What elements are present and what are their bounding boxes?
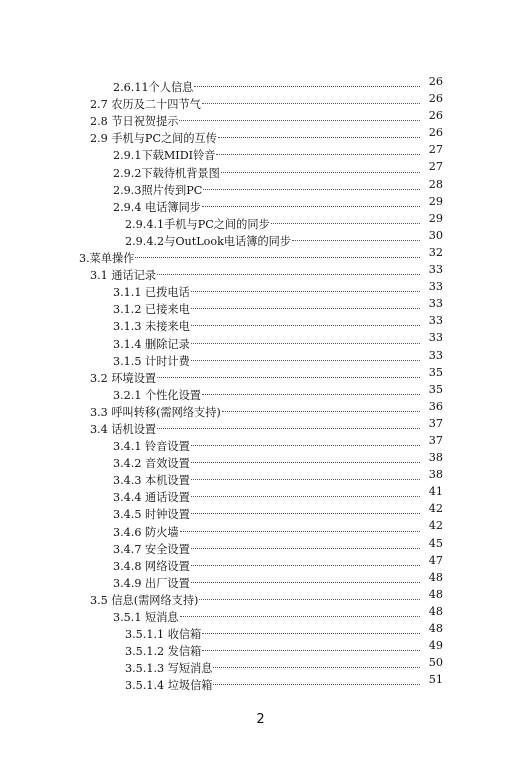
toc-entry-page: 37 [420,432,443,449]
toc-entry-page: 36 [420,398,443,415]
toc-entry-page: 33 [420,278,443,295]
toc-entry-page: 26 [420,90,443,107]
dot-leader [191,531,420,549]
toc-entry-title: 3.1.3 未接来电 [113,320,190,334]
toc-entry-title: 3.4.1 铃音设置 [113,440,190,454]
toc-entry-page: 51 [420,671,443,688]
toc-entry-title: 3.1 通话记录 [90,269,157,283]
dot-leader [218,120,420,138]
table-of-contents [0,73,521,693]
toc-entry-page: 35 [420,381,443,398]
toc-entry-page: 26 [420,73,443,90]
toc-entry-page: 49 [420,637,443,654]
toc-entry-title: 3.2 环境设置 [90,371,157,385]
dot-leader [191,325,420,343]
toc-entry-title: 3.1.4 删除记录 [113,337,190,351]
dot-leader [213,650,420,668]
toc-entry[interactable] [0,193,521,214]
toc-entry-title: 2.9 手机与PC之间的互传 [90,132,217,146]
dot-leader [292,223,420,241]
dot-leader [135,240,420,258]
toc-entry-page: 33 [420,295,443,312]
dot-leader [191,445,420,463]
dot-leader [199,582,420,600]
toc-entry-page: 26 [420,124,443,141]
dot-leader [222,394,420,412]
toc-entry-title: 3.菜单操作 [79,252,135,266]
dot-leader [191,428,420,446]
toc-entry-page: 33 [420,261,443,278]
toc-entry-title: 3.4.6 防火墙 [113,525,179,539]
toc-entry-title: 3.5.1 短消息 [113,611,179,624]
toc-entry-title: 3.4.9 出厂设置 [113,576,190,590]
toc-entry-title: 3.1.5 计时计费 [113,354,190,368]
toc-entry-page: 30 [420,227,443,244]
toc-entry[interactable] [0,210,521,231]
toc-entry-title: 3.5.1.1 收信箱 [125,628,202,642]
dot-leader [213,667,420,685]
dot-leader [179,103,420,121]
dot-leader [191,548,420,566]
toc-entry-page: 48 [420,603,443,620]
dot-leader [271,206,420,224]
dot-leader [202,633,420,651]
dot-leader [203,172,420,190]
toc-entry-title: 2.9.4.1手机与PC之间的同步 [125,217,270,231]
toc-entry-page: 50 [420,654,443,671]
toc-entry-title: 2.6.11个人信息 [113,81,194,95]
toc-entry-title: 2.8 节日祝贺提示 [90,115,179,129]
toc-entry-page: 38 [420,449,443,466]
dot-leader [157,360,420,378]
toc-entry-title: 3.5.1.2 发信箱 [125,645,202,659]
dot-leader [157,257,420,275]
toc-entry-page: 29 [420,193,443,210]
toc-entry-title: 3.4.3 本机设置 [113,474,190,488]
dot-leader [202,86,420,104]
toc-entry-title: 3.4.5 时钟设置 [113,508,190,522]
toc-entry-title: 2.9.2下载待机背景图 [113,166,220,180]
dot-leader [157,411,420,429]
toc-entry-page: 32 [420,244,443,261]
dot-leader [202,377,420,395]
toc-entry-page: 45 [420,535,443,552]
dot-leader [180,599,420,617]
dot-leader [221,154,420,172]
toc-entry-title: 2.9.1下载MIDI铃音 [113,149,216,163]
toc-entry-title: 3.1.1 已拨电话 [113,286,190,300]
toc-entry-page: 33 [420,312,443,329]
dot-leader [191,496,420,514]
toc-entry-page: 33 [420,347,443,364]
dot-leader [191,274,420,292]
toc-entry-title: 3.3 呼叫转移(需网络支持) [90,405,221,419]
toc-entry-page: 26 [420,107,443,124]
toc-entry-page: 27 [420,141,443,158]
toc-entry-title: 3.1.2 已接来电 [113,303,190,317]
toc-entry-page: 28 [420,176,443,193]
dot-leader [191,479,420,497]
dot-leader [216,137,420,155]
toc-entry-page: 47 [420,552,443,569]
page-number: 2 [256,712,265,727]
toc-entry-title: 3.4.8 网络设置 [113,559,190,573]
toc-entry-page: 48 [420,586,443,603]
toc-entry-page: 41 [420,483,443,500]
dot-leader [180,513,420,531]
dot-leader [191,291,420,309]
dot-leader [202,616,420,634]
toc-entry-page: 42 [420,517,443,534]
toc-entry-page: 38 [420,466,443,483]
dot-leader [191,462,420,480]
dot-leader [191,343,420,361]
toc-entry-title: 2.7 农历及二十四节气 [90,98,201,112]
toc-entry-title: 3.5.1.4 垃圾信箱 [125,679,213,693]
toc-entry-title: 2.9.4 电话簿同步 [113,200,201,214]
toc-entry-title: 3.2.1 个性化设置 [113,388,201,402]
toc-entry-page: 27 [420,158,443,175]
dot-leader [191,565,420,583]
toc-entry-title: 3.4.7 安全设置 [113,542,190,556]
toc-entry-page: 33 [420,329,443,346]
toc-entry-page: 42 [420,500,443,517]
toc-entry-page: 48 [420,620,443,637]
toc-entry-title: 2.9.4.2与OutLook电话簿的同步 [125,234,292,248]
dot-leader [202,189,420,207]
toc-entry-page: 37 [420,415,443,432]
toc-entry-title: 2.9.3照片传到PC [113,183,203,197]
toc-entry-title: 3.5.1.3 写短消息 [125,662,213,676]
dot-leader [194,69,420,87]
toc-entry-page: 48 [420,569,443,586]
toc-entry[interactable] [0,671,521,693]
toc-entry-title: 3.4 话机设置 [90,422,157,436]
toc-entry-page: 29 [420,210,443,227]
toc-entry-title: 3.5 信息(需网络支持) [90,593,199,607]
toc-entry-title: 3.4.4 通话设置 [113,491,190,505]
toc-entry-line [125,671,443,694]
dot-leader [191,308,420,326]
toc-entry-title: 3.4.2 音效设置 [113,457,190,471]
toc-entry-page: 35 [420,364,443,381]
